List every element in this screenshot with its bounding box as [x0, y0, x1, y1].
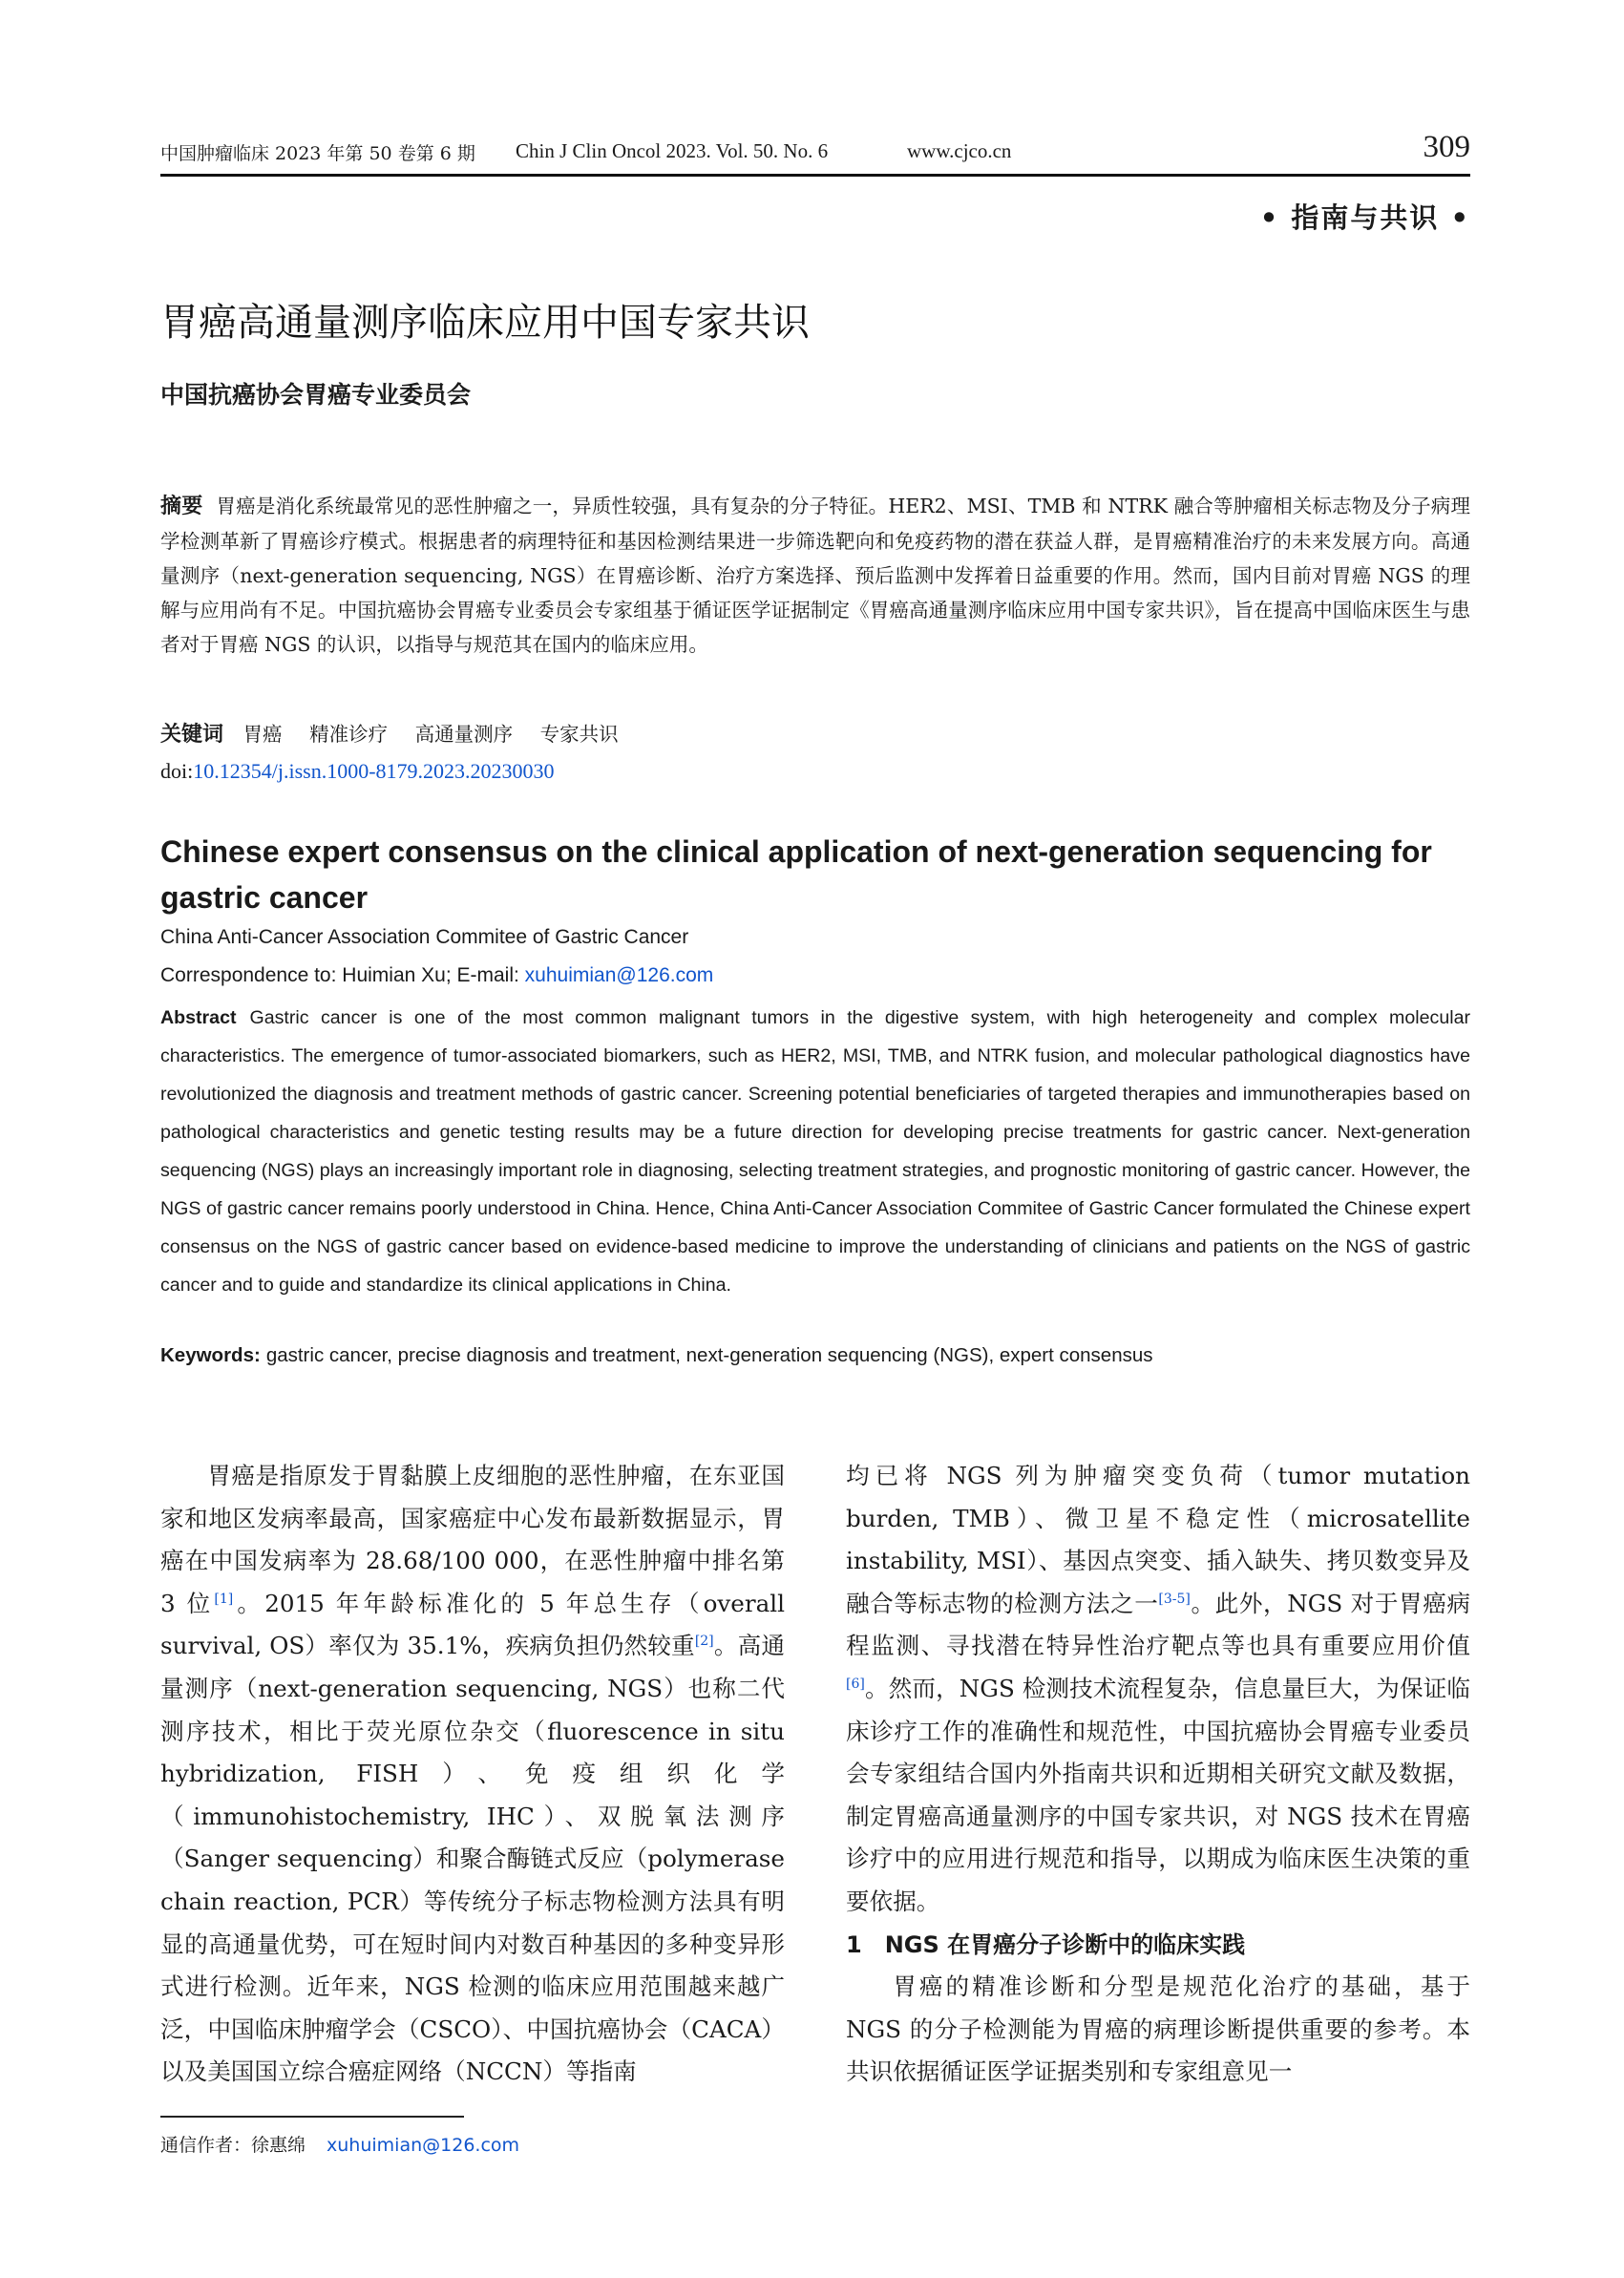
abstract-en-text: Gastric cancer is one of the most common malignant tumors in the digestive system, with high heterogeneity and complex molecular characteristics. The emergence of tumor-associated biomarkers, such as HER2, MSI, TMB, and NTRK fusion, and molecular pathological diagnostics have revolutionized the diagnosis and treatment methods of gastric cancer. Screening potential beneficiaries of targeted therapies and immunotherapies based on pathological characteristics and genetic testing results may be a future direction for developing precise treatments for gastric cancer. Next-generation sequencing (NGS) plays an increasingly important role in diagnosing, selecting treatment strategies, and prognostic monitoring of gastric cancer. However, the NGS of gastric cancer remains poorly understood in China. Hence, China Anti-Cancer Association Commitee of Gastric Cancer formulated the Chinese expert consensus on the NGS of gastric cancer based on evidence-based medicine to improve the understanding of clinicians and patients on the NGS of gastric cancer and to guide and standardize its clinical applications in China. — [160, 1007, 1470, 1296]
keyword-cn: 专家共识 — [539, 723, 619, 746]
abstract-en-label: Abstract — [160, 1007, 237, 1028]
citation-link[interactable]: [2] — [694, 1634, 714, 1650]
keyword-cn: 胃癌 — [243, 723, 283, 746]
journal-page — [160, 0, 1470, 2278]
body-text: 。此外，NGS 对于胃癌病程监测、寻找潜在特异性治疗靶点等也具有重要应用价值 — [846, 1589, 1470, 1660]
abstract-cn-label: 摘要 — [160, 495, 203, 518]
keywords-cn — [160, 718, 640, 748]
body-text: 均已将 NGS 列为肿瘤突变负荷（tumor mutation burden, TMB）、微卫星不稳定性（microsatellite instability, MSI）、基因点突变、插入缺失、拷贝数变异及融合等标志物的检测方法之一 — [846, 1462, 1470, 1617]
header-rule — [160, 174, 1470, 177]
citation-link[interactable]: [6] — [846, 1676, 865, 1692]
keywords-en-label: Keywords: — [160, 1344, 261, 1366]
section-tag: • 指南与共识 • — [1259, 201, 1470, 234]
author-cn: 中国抗癌协会胃癌专业委员会 — [160, 381, 472, 409]
body-paragraph: 胃癌的精准诊断和分型是规范化治疗的基础，基于 NGS 的分子检测能为胃癌的病理诊断提供重要的参考。本共识依据循证医学证据类别和专家组意见一 — [846, 1972, 1470, 2086]
body-text: 。高通量测序（next-generation sequencing, NGS）也称二代测序技术，相比于荧光原位杂交（fluorescence in situ hybridization, FISH）、免疫组织化学（immunohistochemistry, IHC）、双脱氧法测序（Sanger sequencing）和聚合酶链式反应（polymerase chain reaction, PCR）等传统分子标志物检测方法具有明显的高通量优势，可在短时间内对数百种基因的多种变异形式进行检测。近年来，NGS 检测的临床应用范围越来越广泛，中国临床肿瘤学会（CSCO）、中国抗癌协会（CACA）以及美国国立综合癌症网络（NCCN）等指南 — [160, 1632, 785, 2086]
doi-link[interactable]: 10.12354/j.issn.1000-8179.2023.20230030 — [193, 759, 555, 783]
journal-name-cn: 中国肿瘤临床 2023 年第 50 卷第 6 期 — [160, 143, 475, 164]
abstract-en — [160, 999, 1470, 1304]
abstract-cn-text: 胃癌是消化系统最常见的恶性肿瘤之一，异质性较强，具有复杂的分子特征。HER2、MSI、TMB 和 NTRK 融合等肿瘤相关标志物及分子病理学检测革新了胃癌诊疗模式。根据患者的病理特征和基因检测结果进一步筛选靶向和免疫药物的潜在获益人群，是胃癌精准治疗的未来发展方向。高通量测序（next-generation sequencing, NGS）在胃癌诊断、治疗方案选择、预后监测中发挥着日益重要的作用。然而，国内目前对胃癌 NGS 的理解与应用尚有不足。中国抗癌协会胃癌专业委员会专家组基于循证医学证据制定《胃癌高通量测序临床应用中国专家共识》，旨在提高中国临床医生与患者对于胃癌 NGS 的认识，以指导与规范其在国内的临床应用。 — [160, 495, 1470, 656]
citation-link[interactable]: [1] — [214, 1591, 234, 1607]
correspondence — [160, 964, 713, 987]
article-title-cn: 胃癌高通量测序临床应用中国专家共识 — [160, 301, 810, 345]
running-header — [160, 132, 1470, 170]
journal-website[interactable]: www.cjco.cn — [907, 139, 1012, 162]
body-column-right — [846, 1455, 1470, 2094]
keywords-cn-label: 关键词 — [160, 723, 224, 747]
footnote-email-link[interactable]: xuhuimian@126.com — [327, 2135, 520, 2156]
body-column-left — [160, 1455, 785, 2094]
article-title-en: Chinese expert consensus on the clinical application of next-generation sequencing for gastric cancer — [160, 834, 1432, 915]
body-text: 。2015 年年龄标准化的 5 年总生存（overall survival, OS）率仅为 35.1%，疾病负担仍然较重 — [160, 1589, 785, 1660]
footnote-rule — [160, 2116, 464, 2118]
keywords-en-text: gastric cancer, precise diagnosis and treatment, next-generation sequencing (NGS), expert consensus — [265, 1344, 1153, 1366]
citation-link[interactable]: [3-5] — [1158, 1591, 1191, 1607]
body-text: 胃癌是指原发于胃黏膜上皮细胞的恶性肿瘤，在东亚国家和地区发病率最高，国家癌症中心发布最新数据显示，胃癌在中国发病率为 28.68/100 000，在恶性肿瘤中排名第 3 位 — [160, 1462, 785, 1617]
keyword-cn: 高通量测序 — [414, 723, 514, 746]
body-text: 。然而，NGS 检测技术流程复杂，信息量巨大，为保证临床诊疗工作的准确性和规范性，中国抗癌协会胃癌专业委员会专家组结合国内外指南共识和近期相关研究文献及数据，制定胃癌高通量测序的中国专家共识，对 NGS 技术在胃癌诊疗中的应用进行规范和指导，以期成为临床医生决策的重要依据。 — [846, 1674, 1470, 1915]
footnote-label: 通信作者：徐惠绵 — [160, 2135, 306, 2156]
author-en: China Anti-Cancer Association Commitee of Gastric Cancer — [160, 926, 689, 948]
correspondence-text: Correspondence to: Huimian Xu; E-mail: — [160, 964, 525, 986]
section-heading: 1 NGS 在胃癌分子诊断中的临床实践 — [846, 1930, 1246, 1958]
page-number: 309 — [1423, 130, 1470, 164]
body-paragraph — [160, 1455, 785, 2094]
body-paragraph — [846, 1455, 1470, 1924]
abstract-cn — [160, 489, 1470, 662]
keywords-en — [160, 1344, 1153, 1367]
doi — [160, 759, 555, 784]
journal-name-en: Chin J Clin Oncol 2023. Vol. 50. No. 6 — [516, 139, 829, 162]
correspondence-email-link[interactable]: xuhuimian@126.com — [524, 964, 714, 986]
footnote — [160, 2131, 519, 2157]
keyword-cn: 精准诊疗 — [309, 723, 389, 746]
doi-prefix: doi: — [160, 759, 194, 783]
